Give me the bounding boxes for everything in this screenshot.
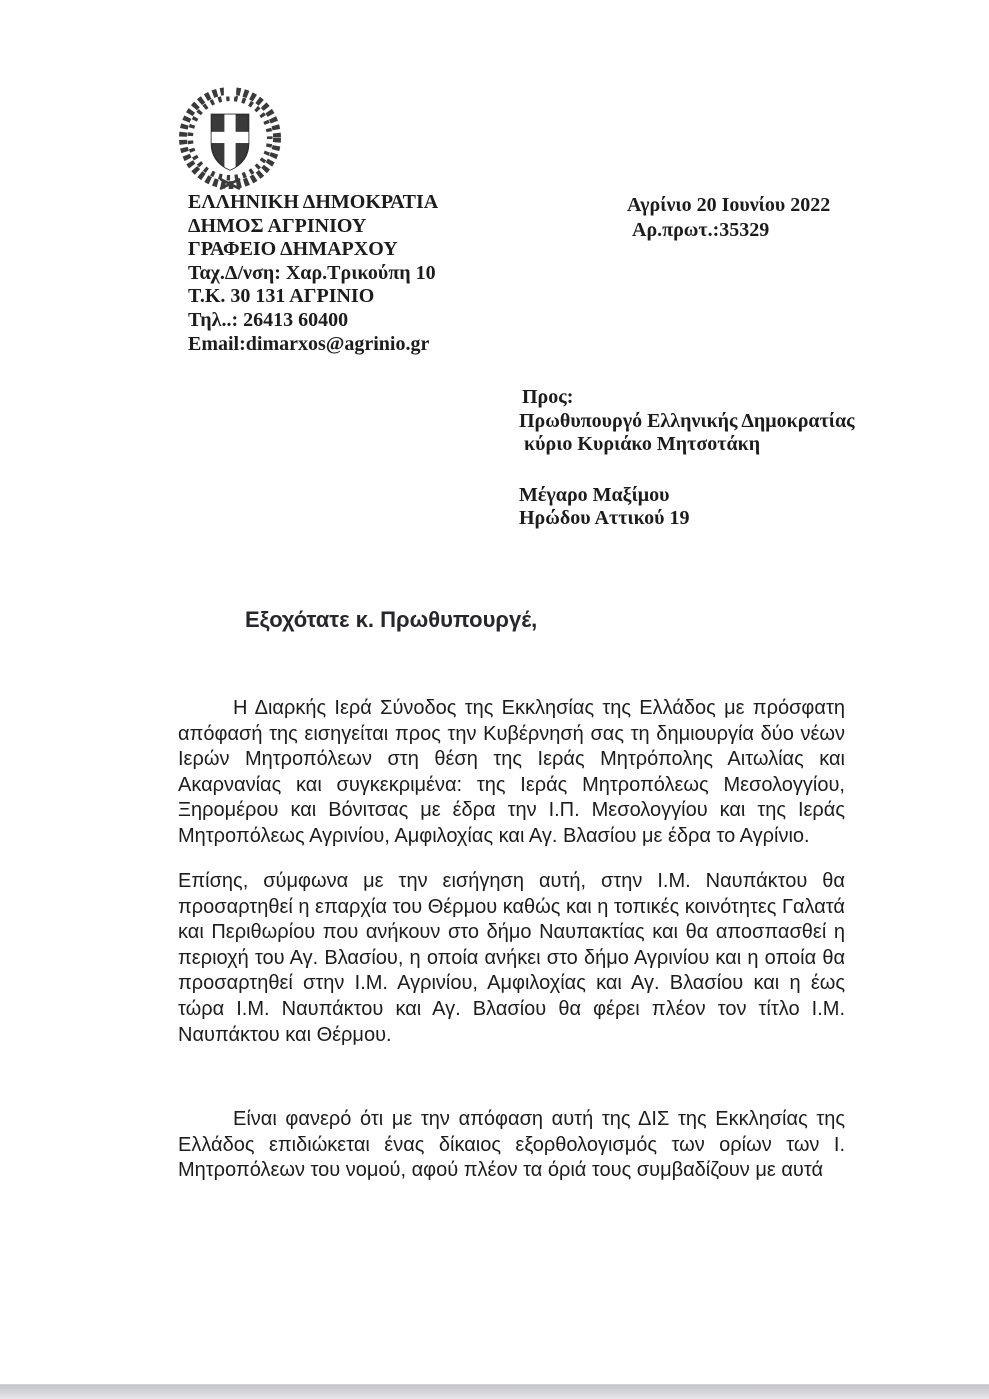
protocol-number-line: Αρ.πρωτ.:35329 (632, 219, 770, 241)
sender-line: ΕΛΛΗΝΙΚΗ ΔΗΜΟΚΡΑΤΙΑ (188, 191, 439, 213)
recipient-name-line: κύριο Κυριάκο Μητσοτάκη (524, 433, 761, 456)
recipient-address-line: Ηρώδου Αττικού 19 (519, 507, 690, 530)
page-bottom-edge (0, 1384, 989, 1399)
reference-block (627, 193, 830, 243)
recipient-name-line: Πρωθυπουργό Ελληνικής Δημοκρατίας (519, 409, 855, 432)
sender-line: Τηλ..: 26413 60400 (188, 308, 349, 331)
sender-line: ΓΡΑΦΕΙΟ ΔΗΜΑΡΧΟΥ (188, 238, 398, 261)
salutation: Εξοχότατε κ. Πρωθυπουργέ, (245, 607, 538, 632)
recipient-address-line: Μέγαρο Μαξίμου (519, 483, 670, 506)
sender-email-line: Email:dimarxos@agrinio.gr (188, 332, 430, 355)
recipient-label: Προς: (522, 386, 574, 408)
recipient-block (519, 386, 855, 531)
date-line: Αγρίνιο 20 Ιουνίου 2022 (627, 194, 831, 216)
body-paragraph: Επίσης, σύμφωνα με την εισήγηση αυτή, στην Ι.Μ. Ναυπάκτου θα προσαρτηθεί η επαρχία του Θέρμου καθώς και η τοπικές κοινότητες Γαλατά και Περιθωρίου που ανήκουν στο δήμο Ναυπακτίας και θα αποσπασθεί η περιοχή του Αγ. Βλασίου, η οποία ανήκει στο δήμο Αγρινίου και η οποία θα προσαρτηθεί στην Ι.Μ. Αγρινίου, Αμφιλοχίας και Αγ. Βλασίου και η έως τώρα Ι.Μ. Ναυπάκτου και Αγ. Βλασίου θα φέρει πλέον τον τίτλο Ι.Μ. Ναυπάκτου και Θέρμου. (178, 870, 845, 1046)
sender-line: Τ.Κ. 30 131 ΑΓΡΙΝΙΟ (188, 285, 375, 308)
sender-line: ΔΗΜΟΣ ΑΓΡΙΝΙΟΥ (188, 214, 367, 237)
body-paragraph: Είναι φανερό ότι με την απόφαση αυτή της ΔΙΣ της Εκκλησίας της Ελλάδος επιδιώκεται ένας δίκαιος εξορθολογισμός των ορίων των Ι. Μητροπόλεων του νομού, αφού πλέον τα όριά τους συμβαδίζουν με αυτά (178, 1108, 845, 1182)
body-paragraph: Η Διαρκής Ιερά Σύνοδος της Εκκλησίας της Ελλάδος με πρόσφατη απόφασή της εισηγείται προς την Κυβέρνησή σας τη δημιουργία δύο νέων Ιερών Μητροπόλεων στη θέση της Ιεράς Μητρόπολης Αιτωλίας και Ακαρνανίας και συγκεκριμένα: της Ιεράς Μητροπόλεως Μεσολογγίου, Ξηρομέρου και Βόνιτσας με έδρα την Ι.Π. Μεσολογγίου και της Ιεράς Μητροπόλεως Αγρινίου, Αμφιλοχίας και Αγ. Βλασίου με έδρα το Αγρίνιο. (178, 697, 845, 847)
greek-coat-of-arms-emblem (174, 82, 286, 194)
sender-line: Ταχ.Δ/νση: Χαρ.Τρικούπη 10 (188, 261, 436, 284)
sender-letterhead (188, 191, 438, 356)
